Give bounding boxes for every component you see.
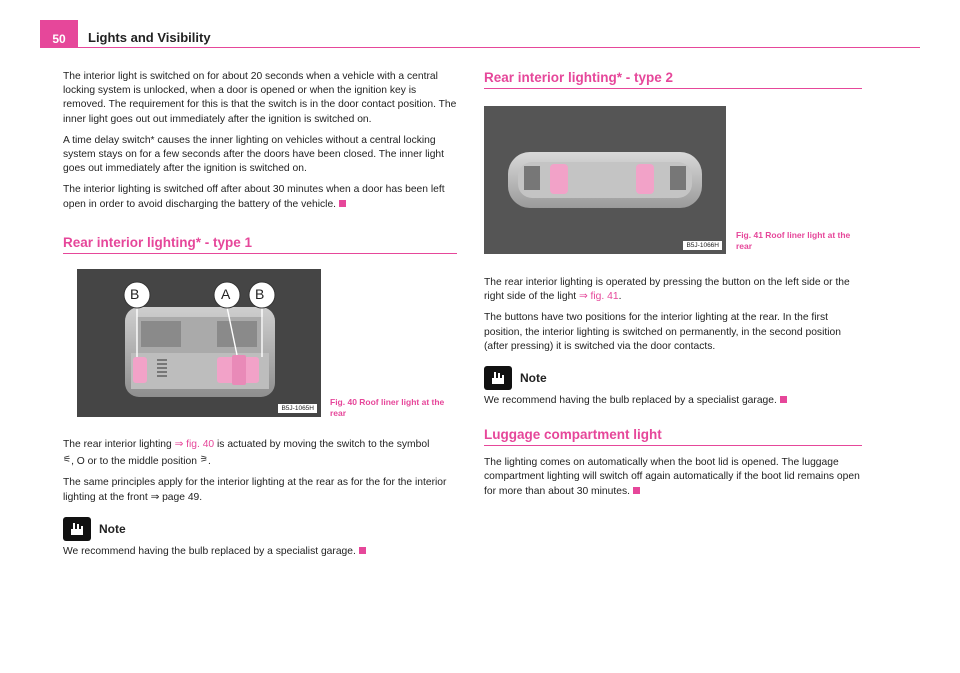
note-label: Note [99,521,126,536]
figure-41 [484,106,726,254]
figure-link[interactable]: ⇒ fig. 40 [174,439,215,450]
roof-liner-light-illustration [484,106,726,254]
paragraph-text: We recommend having the bulb replaced by a specialist garage. [484,395,777,407]
paragraph: The buttons have two positions for the interior lighting at the rear. In the first position, the interior lighting is switched on permanently, in the second position (after pressing) it is switched via the door contacts. [484,312,841,352]
note-text [63,545,457,559]
section-end-icon [359,547,366,554]
paragraph: The same principles apply for the interior lighting at the rear as for the for the interior lighting at the front ⇒ page 49. [63,477,447,503]
figure-code: B5J-1066H [683,241,722,250]
paragraph [63,183,457,211]
paragraph-text: The interior lighting is switched off after about 30 minutes when a door has been left open in order to avoid discharging the battery of the vehicle. [63,184,445,210]
right-column-lower [484,276,862,506]
section-end-icon [780,396,787,403]
paragraph [484,456,862,499]
figure-caption: Fig. 40 Roof liner light at the rear [330,397,445,418]
right-column [484,70,862,89]
figure-code: B5J-1065H [278,404,317,413]
paragraph-text: . [207,456,211,468]
header-rule [40,47,920,48]
paragraph: The interior light is switched on for about 20 seconds when a vehicle with a central locking system is unlocked, when a door is opened or when the ignition key is removed. The requirement for this is that the switch is in the door contact position. The inner light goes out out immediately after the ignition is switched on. [63,71,457,125]
paragraph-text: The lighting comes on automatically when the boot lid is opened. The luggage compartment lighting will switch off again automatically if the boot lid remains open for more than about 30 minutes. [484,457,860,497]
middle-position-symbol-icon: ⚞ [199,454,208,465]
paragraph-text: The rear interior lighting is operated by pressing the button on the left side or the right side of the light [484,277,850,303]
note-hand-icon [484,366,512,390]
left-column [63,70,457,254]
paragraph: A time delay switch* causes the inner lighting on vehicles without a central locking system stays on for a few seconds after the doors have been closed. The inner light goes out immediately after the ignition is switched on. [63,134,445,175]
section-end-icon [339,200,346,207]
left-column-lower [63,438,457,566]
section-title: Rear interior lighting* - type 1 [63,235,457,254]
section-title: Rear interior lighting* - type 2 [484,70,862,89]
callout-label-b: B [130,286,140,302]
paragraph-text: is actuated by moving the switch to the symbol [214,439,430,450]
paragraph-text: We recommend having the bulb replaced by a specialist garage. [63,545,356,557]
figure-link[interactable]: ⇒ fig. 41 [579,291,619,303]
note-heading [484,366,862,390]
figure-40 [77,269,321,417]
paragraph-text: The rear interior lighting [63,439,175,450]
callout-label-b: B [255,286,265,302]
paragraph [484,276,862,304]
note-hand-icon [63,517,91,541]
paragraph [63,438,457,469]
figure-caption: Fig. 41 Roof liner light at the rear [736,230,851,251]
page-number: 50 [40,20,78,48]
paragraph-text: , O or to the middle position [71,456,197,468]
callout-label-a: A [221,286,231,302]
note-label: Note [520,371,547,386]
roof-liner-light-illustration [77,269,321,417]
paragraph-text: . [618,291,622,303]
section-title: Luggage compartment light [484,427,862,446]
page-title: Lights and Visibility [88,30,211,45]
note-text [484,394,862,408]
door-contact-symbol-icon: ⚟ [63,454,72,465]
note-heading [63,517,457,541]
section-end-icon [633,487,640,494]
